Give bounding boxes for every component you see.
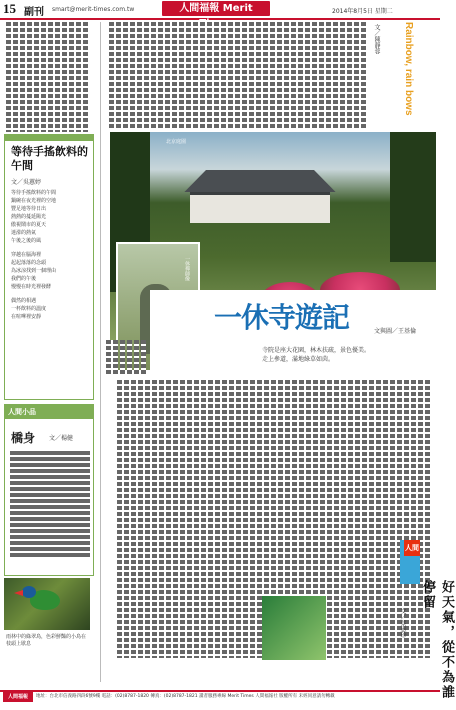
text-line <box>20 22 25 132</box>
text-line <box>291 22 296 128</box>
text-line <box>270 22 275 128</box>
section-name: 副刊 <box>24 7 44 18</box>
text-line <box>123 22 128 128</box>
text-line <box>208 380 213 658</box>
text-line <box>180 380 185 658</box>
bottom-photo <box>262 596 326 660</box>
text-line <box>145 380 150 658</box>
text-line <box>284 22 289 128</box>
text-line <box>347 22 352 128</box>
text-line <box>6 22 11 132</box>
text-line <box>236 380 241 658</box>
text-line <box>221 22 226 128</box>
text-line <box>340 22 345 128</box>
rainbow-author: 文／陳靜蓉 <box>373 24 380 54</box>
text-line <box>376 380 381 658</box>
text-line <box>256 22 261 128</box>
text-line <box>327 380 332 658</box>
text-line <box>130 22 135 128</box>
text-line <box>173 380 178 658</box>
text-line <box>207 22 212 128</box>
text-line <box>137 22 142 128</box>
text-line <box>312 22 317 128</box>
text-line <box>411 380 416 658</box>
banner-label: 人間小品 <box>8 408 36 416</box>
text-line <box>277 22 282 128</box>
text-line <box>166 380 171 658</box>
text-line <box>201 380 206 658</box>
poem-title: 等待手搖飲料的午間 <box>11 145 88 172</box>
side-article-badge: 人間 <box>404 540 420 556</box>
text-line <box>41 22 46 132</box>
text-line <box>341 380 346 658</box>
text-line <box>187 380 192 658</box>
inset-caption: 一休禪師像 <box>184 256 190 281</box>
article-top-bar <box>5 135 93 141</box>
poem-body: 等待手搖飲料的午間 鍋碗在夜光裡的空地 豐足地等待日出 熱熱的蔓延陽光 傲視鬧市的夏天 迷濛的熱氣 午後之後的風 穿越在腦海裡 起起落落的念頭 為冰涼找到一個理由 我們的午後 慢慢在時光裡發酵 偶然的相遇 一杯飲料的溫度 在喧嘩裡安靜 <box>11 190 57 320</box>
bird-caption: 雨林中的綠翠鳥，色彩鮮豔的小鳥在枝頭上歇息 <box>6 634 87 647</box>
text-line <box>55 22 60 132</box>
text-line <box>120 340 125 376</box>
text-line <box>305 22 310 128</box>
bird-photo <box>4 578 90 630</box>
poem-author: 文／吳蕙婷 <box>11 179 42 186</box>
text-line <box>138 380 143 658</box>
bird-beak <box>14 590 23 596</box>
text-line <box>62 22 67 132</box>
text-line <box>48 22 53 132</box>
text-line <box>106 340 111 376</box>
text-line <box>158 22 163 128</box>
text-line <box>200 22 205 128</box>
main-article-subtitle: 寺院是座大花園，林木扶疏，景色優美。 走上參道，滿地綠草如茵。 <box>262 347 371 363</box>
text-line <box>242 22 247 128</box>
text-line <box>214 22 219 128</box>
text-line <box>250 380 255 658</box>
text-line <box>13 22 18 132</box>
text-line <box>113 340 118 376</box>
footer-badge: 人間福報 <box>3 692 33 702</box>
text-line <box>152 380 157 658</box>
main-article-title: 一休寺遊記 <box>214 301 350 334</box>
side-article-title: 好天氣，從不為誰停留 <box>420 580 454 700</box>
text-line <box>134 340 139 376</box>
article-title: 橋身 <box>11 431 36 445</box>
column-divider <box>100 22 101 682</box>
contact-email: smart@merit-times.com.tw <box>52 6 135 13</box>
text-line <box>229 380 234 658</box>
text-line <box>228 22 233 128</box>
text-line <box>186 22 191 128</box>
text-line <box>117 380 122 658</box>
text-line <box>369 380 374 658</box>
text-line <box>165 22 170 128</box>
text-line <box>27 22 32 132</box>
text-line <box>249 22 254 128</box>
tree-right <box>390 132 436 262</box>
text-line <box>235 22 240 128</box>
photo-caption: 北京庭園 <box>166 139 187 145</box>
text-line <box>116 22 121 128</box>
page-number: 15 <box>3 1 16 16</box>
temple-roof <box>170 170 350 192</box>
text-line <box>144 22 149 128</box>
text-line <box>159 380 164 658</box>
text-line <box>263 22 268 128</box>
text-line <box>194 380 199 658</box>
temple-wall <box>190 192 330 223</box>
article-banner <box>5 405 93 419</box>
left-intro-columns <box>104 340 148 376</box>
side-article-author: 文／蔡惠珍 <box>399 608 406 638</box>
text-line <box>362 380 367 658</box>
main-article-byline: 文與圖／王基倫 <box>374 328 417 335</box>
text-line <box>172 22 177 128</box>
text-line <box>193 22 198 128</box>
text-line <box>354 22 359 128</box>
text-line <box>179 22 184 128</box>
left-top-text-columns <box>4 22 90 132</box>
text-line <box>83 22 88 132</box>
text-line <box>222 380 227 658</box>
article-author: 文／楊健 <box>49 435 74 442</box>
text-line <box>69 22 74 132</box>
rainbow-title: Rainbow, rain bows <box>403 22 414 116</box>
text-line <box>127 340 132 376</box>
text-line <box>243 380 248 658</box>
top-text-columns <box>104 22 368 128</box>
sidebar-article-poem <box>4 134 94 400</box>
text-line <box>326 22 331 128</box>
text-line <box>333 22 338 128</box>
sidebar-article-bridge <box>4 404 94 576</box>
text-line <box>151 22 156 128</box>
text-line <box>141 340 146 376</box>
text-line <box>215 380 220 658</box>
text-line <box>390 380 395 658</box>
text-line <box>76 22 81 132</box>
text-line <box>131 380 136 658</box>
text-line <box>348 380 353 658</box>
text-line <box>34 22 39 132</box>
text-line <box>361 22 366 128</box>
bird-head <box>22 586 36 598</box>
text-line <box>355 380 360 658</box>
issue-date: 2014年8月5日 星期二 <box>332 8 393 15</box>
text-line <box>298 22 303 128</box>
text-line <box>319 22 324 128</box>
text-line <box>109 22 114 128</box>
article-body <box>10 451 90 559</box>
text-line <box>124 380 129 658</box>
text-line <box>334 380 339 658</box>
footer-text: 地址：台北市信義路四段6號9樓 電話：(02)8787-1820 傳真：(02)8787-1821 讀者服務專線 Merit Times 人間福報社 版權所有 未經同意請勿轉載 <box>36 694 335 699</box>
text-line <box>383 380 388 658</box>
newspaper-logo: 人間福報 Merit <box>162 1 270 16</box>
